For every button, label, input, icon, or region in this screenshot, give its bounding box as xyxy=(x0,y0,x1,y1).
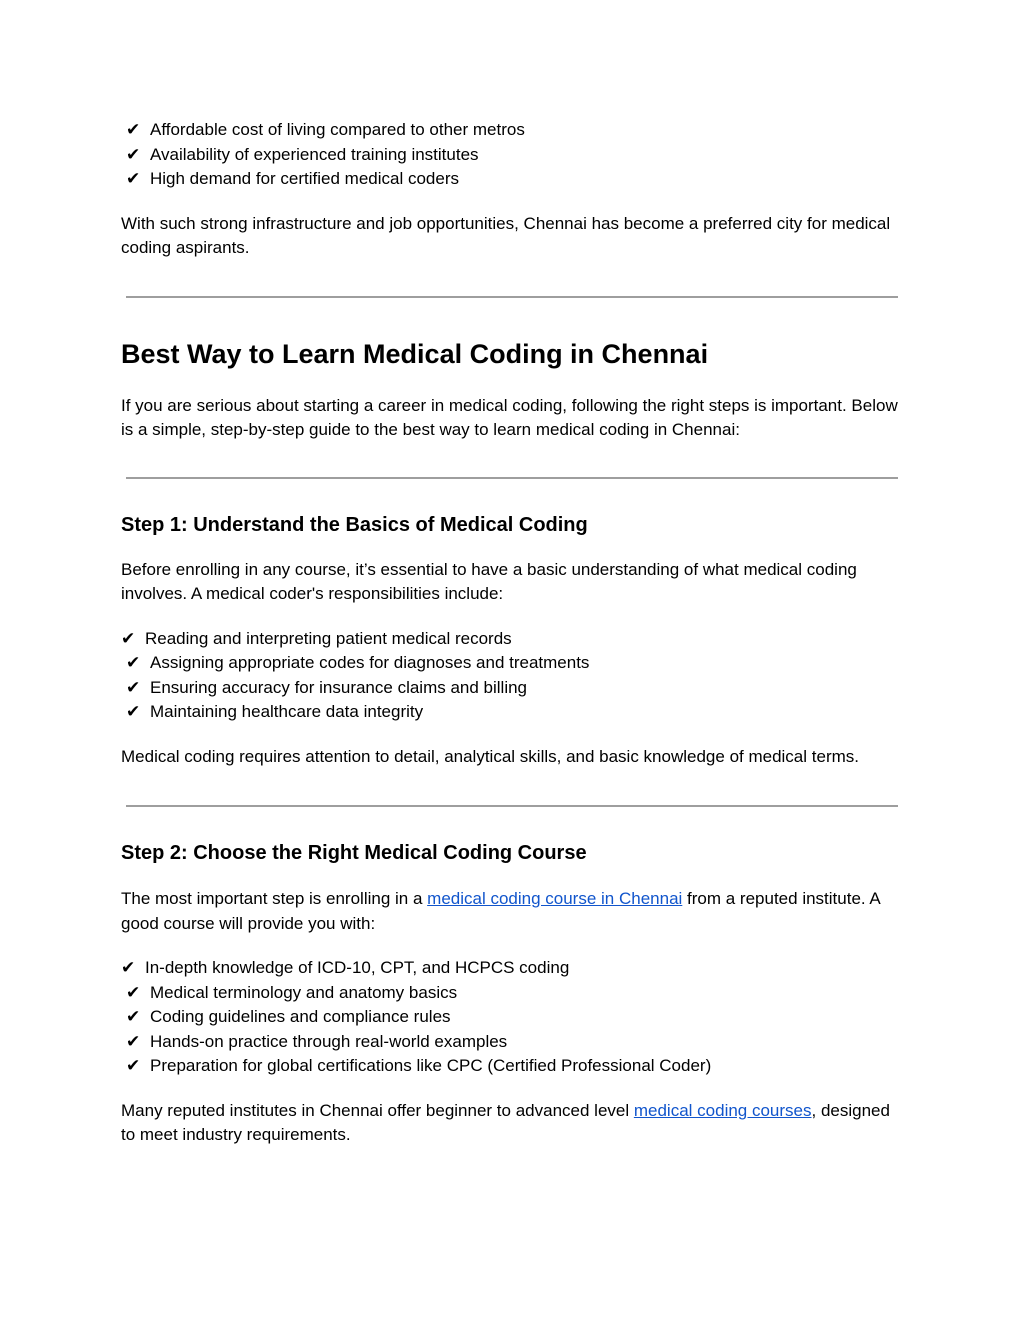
step2-checklist xyxy=(121,956,901,1079)
document-page xyxy=(121,118,901,1148)
checkmark-icon: ✔ xyxy=(121,958,136,977)
list-item: ✔ In-depth knowledge of ICD-10, CPT, and HCPCS coding xyxy=(121,956,901,981)
list-item: ✔ High demand for certified medical coders xyxy=(126,167,901,192)
horizontal-divider xyxy=(126,805,898,807)
list-item: ✔ Affordable cost of living compared to other metros xyxy=(126,118,901,143)
list-item: ✔ Availability of experienced training institutes xyxy=(126,143,901,168)
list-item: ✔ Medical terminology and anatomy basics xyxy=(121,981,901,1006)
step1-checklist xyxy=(121,627,901,725)
checkmark-icon: ✔ xyxy=(121,628,136,648)
list-item: ✔ Coding guidelines and compliance rules xyxy=(121,1005,901,1030)
checkmark-icon: ✔ xyxy=(126,1007,141,1026)
horizontal-divider xyxy=(126,477,898,479)
intro-checklist xyxy=(121,118,901,192)
checkmark-icon: ✔ xyxy=(126,677,141,697)
section-intro-paragraph: If you are serious about starting a career in medical coding, following the right steps is important. Below is a simple, step-by-step guide to the best way to learn medical coding in Chennai: xyxy=(121,395,898,439)
checkmark-icon: ✔ xyxy=(126,120,141,139)
list-item: ✔ Assigning appropriate codes for diagnoses and treatments xyxy=(121,651,901,676)
checkmark-icon: ✔ xyxy=(126,169,141,188)
checkmark-icon: ✔ xyxy=(126,653,141,672)
course-link[interactable]: medical coding course in Chennai xyxy=(427,889,683,908)
step2-intro-paragraph: The most important step is enrolling in a medical coding course in Chennai from a reputed institute. A good course will provide you with: xyxy=(121,889,880,933)
checkmark-icon: ✔ xyxy=(126,702,141,721)
section-title: Best Way to Learn Medical Coding in Chennai xyxy=(121,338,709,369)
checkmark-icon: ✔ xyxy=(126,1031,141,1051)
horizontal-divider xyxy=(126,296,898,298)
step1-title: Step 1: Understand the Basics of Medical Coding xyxy=(121,513,588,536)
courses-link[interactable]: medical coding courses xyxy=(633,1100,812,1120)
checkmark-icon: ✔ xyxy=(126,1056,141,1075)
list-item: ✔ Hands-on practice through real-world examples xyxy=(121,1030,901,1055)
list-item: ✔ Maintaining healthcare data integrity xyxy=(121,700,901,725)
list-item: ✔ Reading and interpreting patient medical records xyxy=(121,627,901,652)
step2-title: Step 2: Choose the Right Medical Coding Course xyxy=(121,842,587,864)
checkmark-icon: ✔ xyxy=(126,982,141,1002)
step1-outro-paragraph: Medical coding requires attention to detail, analytical skills, and basic knowledge of medical terms. xyxy=(121,746,859,766)
intro-paragraph: With such strong infrastructure and job opportunities, Chennai has become a preferred city for medical coding aspirants. xyxy=(121,213,891,257)
step2-outro-paragraph: Many reputed institutes in Chennai offer beginner to advanced level medical coding courses, designed to meet industry requirements. xyxy=(121,1100,890,1144)
step1-intro-paragraph: Before enrolling in any course, it’s essential to have a basic understanding of what medical coding involves. A medical coder's responsibilities include: xyxy=(121,559,857,603)
checkmark-icon: ✔ xyxy=(126,144,141,164)
list-item: ✔ Preparation for global certifications like CPC (Certified Professional Coder) xyxy=(121,1054,901,1079)
list-item: ✔ Ensuring accuracy for insurance claims and billing xyxy=(121,676,901,701)
